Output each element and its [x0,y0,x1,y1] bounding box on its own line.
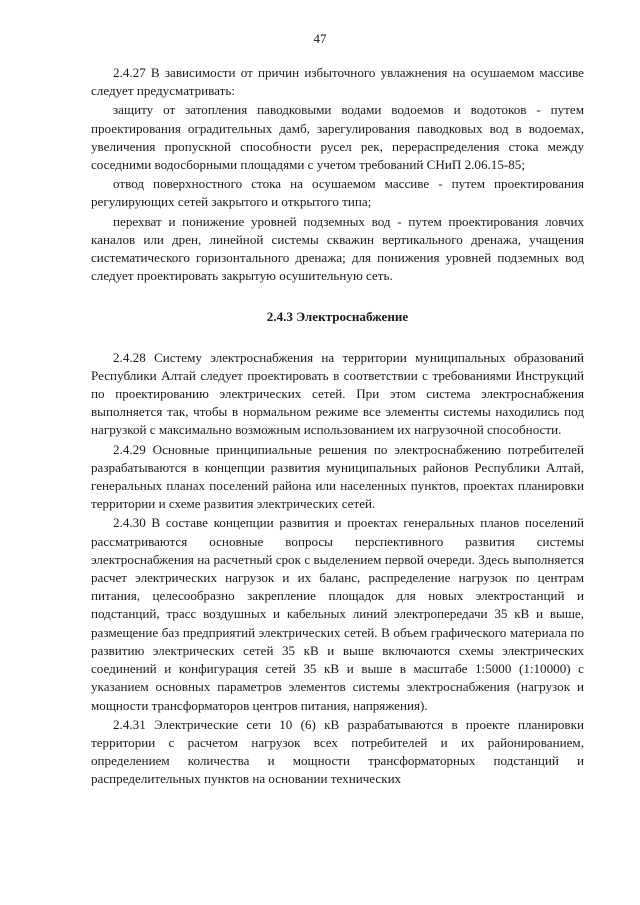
document-body [91,64,584,789]
paragraph-2-4-30: 2.4.30 В составе концепции развития и проектах генеральных планов поселений рассматриваются основные вопросы перспективного развития системы электроснабжения на расчетный срок с выделением первой очереди. Здесь выполняется расчет электрических нагрузок и их баланс, распределение нагрузок по центрам питания, целесообразно закрепление площадок для новых электростанций и подстанций, трасс воздушных и кабельных линий электропередачи 35 кВ и выше, размещение баз предприятий электрических сетей. В объем графического материала по развитию электрических сетей 35 кВ и выше включаются схемы электрических соединений и конфигурация сетей 35 кВ и выше в масштабе 1:5000 (1:10000) с указанием основных параметров элементов системы электроснабжения (нагрузок и мощности трансформаторов центров питания, напряжения). [91,515,584,713]
page-number: 47 [313,31,327,46]
paragraph-surface-runoff: отвод поверхностного стока на осушаемом массиве - путем проектирования регулирующих сетей закрытого и открытого типа; [91,176,584,210]
paragraph-2-4-31: 2.4.31 Электрические сети 10 (6) кВ разрабатываются в проекте планировки территории с расчетом нагрузок всех потребителей и их районированием, определением количества и мощности трансформаторных подстанций и распределительных пунктов на основании технических [91,716,584,787]
paragraph-groundwater: перехват и понижение уровней подземных вод - путем проектирования ловчих каналов или дрен, линейной системы скважин вертикального дренажа, учащения систематического горизонтального дренажа; для понижения уровней подземных вод следует проектировать закрытую осушительную сеть. [91,213,584,284]
paragraph-2-4-27: 2.4.27 В зависимости от причин избыточного увлажнения на осушаемом массиве следует предусматривать: [91,65,584,99]
paragraph-2-4-28: 2.4.28 Систему электроснабжения на территории муниципальных образований Республики Алтай следует проектировать в соответствии с требованиями Инструкций по проектированию электрических сетей. При этом система электроснабжения выполняется так, чтобы в нормальном режиме все элементы системы находились под нагрузкой с максимально возможным использованием их нагрузочной способности. [91,349,584,438]
paragraph-flood-protection: защиту от затопления паводковыми водами водоемов и водотоков - путем проектирования оградительных дамб, зарегулирования паводковых вод в водоемах, увеличения пропускной способности русел рек, перераспределения стока между соседними водосборными площадями с учетом требований СНиП 2.06.15-85; [91,102,584,173]
paragraph-2-4-29: 2.4.29 Основные принципиальные решения по электроснабжению потребителей разрабатываются в концепции развития муниципальных районов Республики Алтай, генеральных планах поселений района или населенных пунктов, проектах планировки территории и схеме развития электрических сетей. [91,441,584,512]
section-title: 2.4.3 Электроснабжение [266,309,409,325]
